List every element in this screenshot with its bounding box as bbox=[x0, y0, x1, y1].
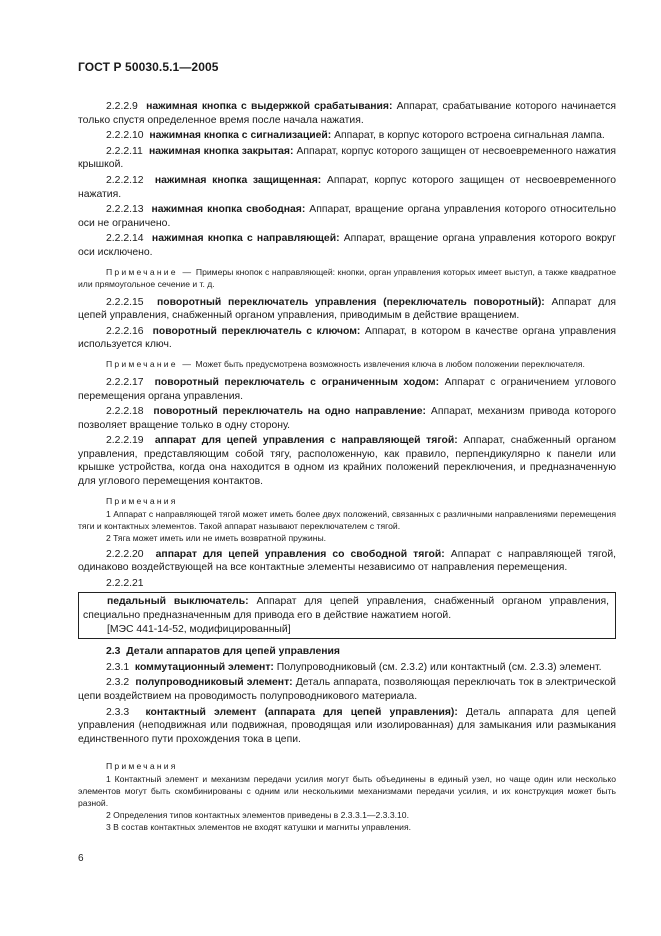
clause-2-2-2-14: 2.2.2.14 нажимная кнопка с направляющей: Аппарат, вращение органа управления которого вокруг оси исключено. bbox=[78, 233, 617, 258]
clause-2-3-3: 2.3.3 контактный элемент (аппарата для цепей управления): Деталь аппарата для цепей управления (неподвижная или подвижная, проводящая или изолированная) для замыкания или размыкания единственного пути прохождения тока в цепи. bbox=[78, 706, 616, 745]
clause-2-2-2-16: 2.2.2.16 поворотный переключатель с ключом: Аппарат, в котором в качестве органа управления используется ключ. bbox=[78, 325, 617, 351]
notes-title: Примечания bbox=[106, 495, 178, 506]
clause-2-2-2-9: 2.2.2.9 нажимная кнопка с выдержкой срабатывания: Аппарат, срабатывание которого начинается только спустя определенное время после начала нажатия. bbox=[78, 101, 616, 126]
clause-2-2-2-18: 2.2.2.18 поворотный переключатель на одно направление: Аппарат, механизм привода которого позволяет вращение только в одну сторону. bbox=[78, 406, 617, 431]
clause-2-2-2-21-number: 2.2.2.21 bbox=[106, 577, 144, 589]
clause-2-2-2-13: 2.2.2.13 нажимная кнопка свободная: Аппарат, вращение органа управления которого относительно оси не ограничено. bbox=[78, 204, 616, 229]
clause-2-2-2-10: 2.2.2.10 нажимная кнопка с сигнализацией: Аппарат, в корпус которого встроена сигнальная лампа. bbox=[106, 130, 605, 142]
boxed-definition bbox=[78, 592, 616, 639]
section-heading-2-3: 2.3 Детали аппаратов для цепей управления bbox=[106, 646, 340, 658]
document-header: ГОСТ Р 50030.5.1—2005 bbox=[78, 60, 219, 74]
note-item: 1 Аппарат с направляющей тягой может иметь более двух положений, связанных с различными направлениями перемещения тяги и контактных элементов. Такой аппарат называют переключателем с тягой. bbox=[78, 508, 616, 531]
clause-2-2-2-11: 2.2.2.11 нажимная кнопка закрытая: Аппарат, корпус которого защищен от несвоевременного нажатия крышкой. bbox=[78, 145, 617, 171]
note-2-2-2-14: Примечание — Примеры кнопок с направляющей: кнопки, орган управления которых имеет выступ, а также квадратное или прямоугольное сечение и т. д. bbox=[78, 266, 617, 289]
boxed-definition-reference: [МЭС 441-14-52, модифицированный] bbox=[107, 623, 291, 635]
boxed-definition-text: педальный выключатель: Аппарат для цепей управления, снабженный органом управления, специально предназначенным для привода его в действие нажатием ногой. bbox=[83, 596, 610, 622]
clause-2-2-2-19: 2.2.2.19 аппарат для цепей управления с направляющей тягой: Аппарат, снабженный органом управления, представляющим собой тягу, расположенную, как правило, перпендикулярно к панели или крышке устройства, когда она находится в одном из крайних положений переключения, и предназначенную для углового перемещения контактов. bbox=[78, 435, 616, 488]
document-page bbox=[78, 60, 616, 833]
page-number: 6 bbox=[78, 853, 84, 864]
clause-2-2-2-12: 2.2.2.12 нажимная кнопка защищенная: Аппарат, корпус которого защищен от несвоевременного нажатия. bbox=[78, 174, 617, 200]
note-2-2-2-16: Примечание — Может быть предусмотрена возможность извлечения ключа в любом положении переключателя. bbox=[106, 358, 585, 369]
notes-2-3-3 bbox=[78, 760, 616, 833]
note-item: 3 В состав контактных элементов не входят катушки и магниты управления. bbox=[106, 822, 412, 833]
note-item: 2 Определения типов контактных элементов приведены в 2.3.3.1—2.3.3.10. bbox=[106, 810, 409, 821]
clause-2-3-1: 2.3.1 коммутационный элемент: Полупроводниковый (см. 2.3.2) или контактный (см. 2.3.3) элемент. bbox=[106, 661, 602, 673]
notes-2-2-2-19 bbox=[78, 495, 616, 544]
note-item: 2 Тяга может иметь или не иметь возвратной пружины. bbox=[106, 532, 327, 543]
clause-2-2-2-17: 2.2.2.17 поворотный переключатель с ограниченным ходом: Аппарат с ограничением углового перемещения органа управления. bbox=[78, 376, 616, 402]
note-item: 1 Контактный элемент и механизм передачи усилия могут быть объединены в единый узел, но чаще один или несколько элементов могут быть скомбинированы с одним или несколькими механизмами передачи усилия, и их конструкция может быть разной. bbox=[78, 774, 616, 809]
clause-2-2-2-20: 2.2.2.20 аппарат для цепей управления со свободной тягой: Аппарат с направляющей тягой, одинаково воздействующей на все контактные элементы независимо от направления перемещения. bbox=[78, 548, 617, 574]
notes-title: Примечания bbox=[106, 761, 178, 772]
clause-2-3-2: 2.3.2 полупроводниковый элемент: Деталь аппарата, позволяющая переключать ток в электрической цепи воздействием на проводимость полупроводникового материала. bbox=[78, 677, 616, 702]
clause-2-2-2-15: 2.2.2.15 поворотный переключатель управления (переключатель поворотный): Аппарат для цепей управления, снабженный органом управления, приводимым в действие вращением. bbox=[78, 296, 617, 322]
